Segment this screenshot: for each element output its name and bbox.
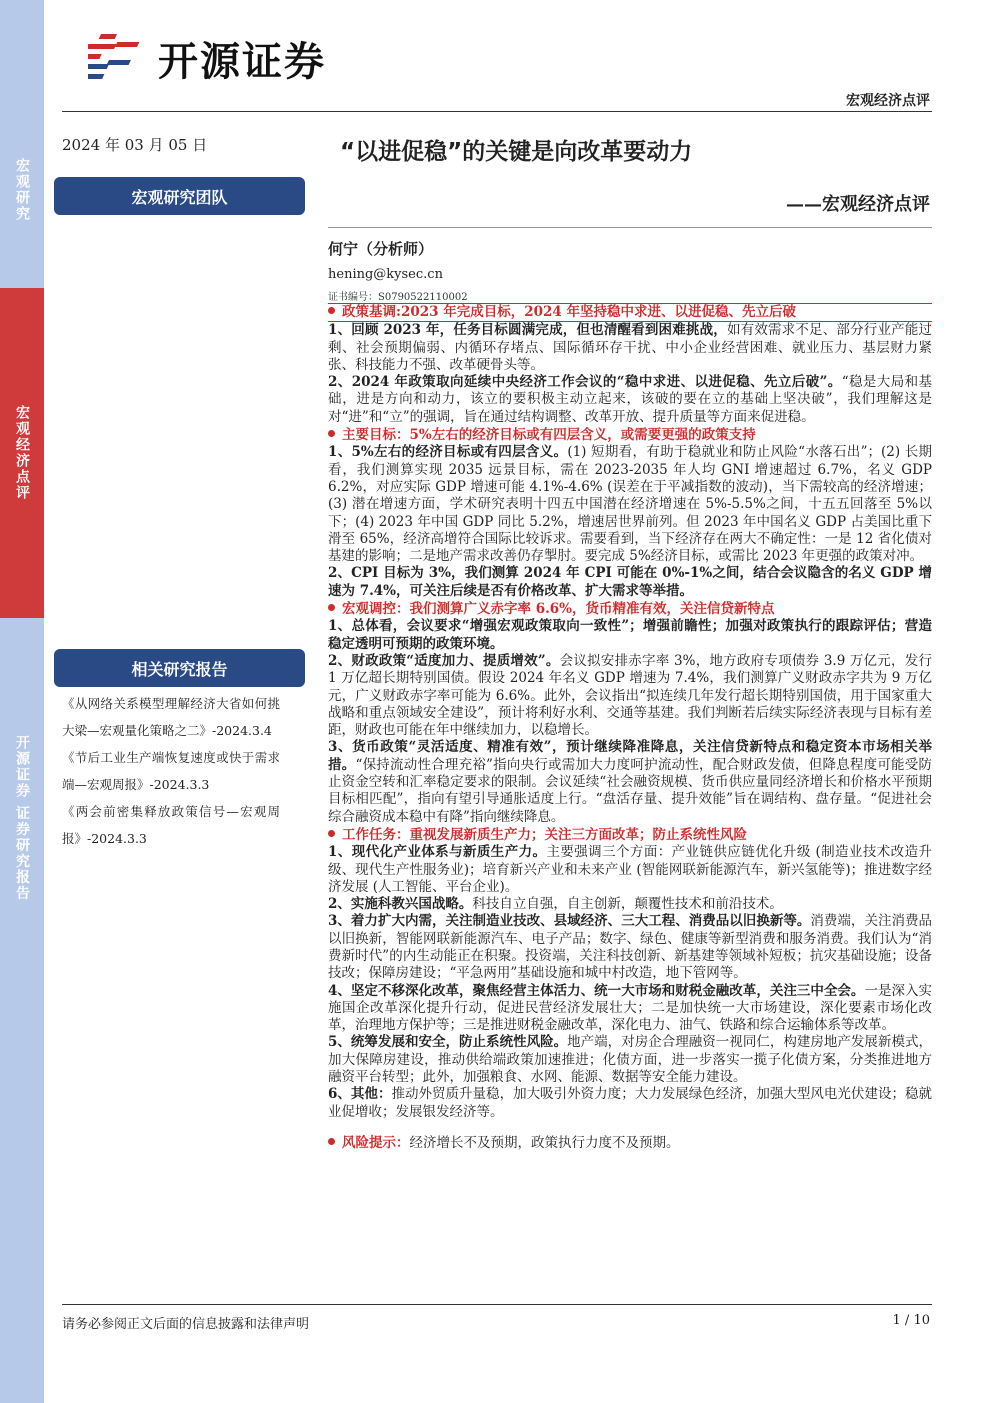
related-report-item[interactable]: 《从网络关系模型理解经济大省如何挑大梁—宏观量化策略之二》-2024.3.4 xyxy=(62,696,280,738)
section-heading: 主要目标：5%左右的经济目标或有四层含义，或需要更强的政策支持 xyxy=(328,427,932,444)
paragraph: 2、实施科教兴国战略。科技自立自强，自主创新，颠覆性技术和前沿技术。 xyxy=(328,896,783,913)
main-content xyxy=(328,302,932,1152)
page-number: 1 / 10 xyxy=(892,1313,930,1328)
logo-mark-icon xyxy=(88,32,150,86)
footer-divider xyxy=(62,1304,932,1305)
header-divider xyxy=(62,111,932,112)
report-category: 宏观经济点评 xyxy=(846,93,930,109)
paragraph: 5、统筹发展和安全，防止系统性风险。地产端，对房企合理融资一视同仁，构建房地产发展新模式，加大保障房建设，推动供给端政策加速推进；化债方面，进一步落实一揽子化债方案，分类推进地方融资平台转型；此外，加强粮食、水网、能源、数据等安全能力建设。 xyxy=(328,1034,932,1086)
paragraph: 1、总体看，会议要求“增强宏观政策取向一致性”；增强前瞻性；加强对政策执行的跟踪评估；营造稳定透明可预期的政策环境。 xyxy=(328,618,932,652)
brand-name: 开源证券 xyxy=(158,39,326,85)
paragraph: 1、现代化产业体系与新质生产力。主要强调三个方面：产业链供应链优化升级 (制造业技术改造升级、现代生产性服务业)；培育新兴产业和未来产业 (智能网联新能源汽车，新兴氢能等)；推进数字经济发展 (人工智能、平台企业)。 xyxy=(328,844,932,895)
bullet-icon xyxy=(328,430,335,437)
paragraph: 4、坚定不移深化改革，聚焦经营主体活力、统一大市场和财税金融改革，关注三中全会。一是深入实施国企改革深化提升行动，促进民营经济发展壮大；二是加快统一大市场建设，深化要素市场化改革，治理地方保护等；三是推进财税金融改革，深化电力、油气、铁路和综合运输体系等改革。 xyxy=(328,982,932,1034)
section-heading: 政策基调:2023 年完成目标，2024 年坚持稳中求进、以进促稳、先立后破 xyxy=(328,303,932,322)
report-subtitle: ——宏观经济点评 xyxy=(786,194,930,215)
section-heading: 工作任务：重视发展新质生产力；关注三方面改革；防止系统性风险 xyxy=(328,827,932,844)
bullet-icon xyxy=(328,1138,335,1145)
analyst-info xyxy=(328,238,468,303)
analyst-email[interactable]: hening@kysec.cn xyxy=(328,267,443,282)
related-reports-list xyxy=(62,690,280,852)
report-date: 2024 年 03 月 05 日 xyxy=(62,136,208,154)
paragraph: 3、货币政策“灵活适度、精准有效”，预计继续降准降息，关注信贷新特点和稳定资本市场相关举措。“保持流动性合理充裕”指向央行或需加大力度呵护流动性，配合财政发债，但降息程度可能受防止资金空转和汇率稳定要求的限制。会议延续“社会融资规模、货币供应量同经济增长和价格水平预期目标相匹配”，指向有望引导通胀适度上行。“盘活存量、提升效能”旨在调结构、盘存量。“促进社会综合融资成本稳中有降”指向继续降息。 xyxy=(328,739,933,825)
related-reports-box: 相关研究报告 xyxy=(54,649,305,687)
paragraph: 2、CPI 目标为 3%，我们测算 2024 年 CPI 可能在 0%-1%之间，结合会议隐含的名义 GDP 增速为 7.4%，可关注后续是否有价格改革、扩大需求等举措。 xyxy=(328,565,932,599)
risk-warning: 风险提示：经济增长不及预期，政策执行力度不及预期。 xyxy=(328,1135,932,1152)
footer-disclaimer: 请务必参阅正文后面的信息披露和法律声明 xyxy=(62,1317,310,1332)
sidebar-label-company: 开源证券 证券研究报告 xyxy=(0,688,44,948)
bullet-icon xyxy=(328,307,335,314)
sidebar-label-macro-research: 宏观研究 xyxy=(0,100,44,280)
bullet-icon xyxy=(328,604,335,611)
paragraph: 2、2024 年政策取向延续中央经济工作会议的“稳中求进、以进促稳、先立后破”。“稳是大局和基础，进是方向和动力，该立的要积极主动立起来，该破的要在立的基础上坚决破”，我们理解这是对“进”和“立”的强调，旨在通过结构调整、改革开放、提升质量等方面来促进稳。 xyxy=(328,374,933,425)
paragraph: 1、回顾 2023 年，任务目标圆满完成，但也清醒看到困难挑战，如有效需求不足、部分行业产能过剩、社会预期偏弱、内循环存堵点、国际循环存干扰、中小企业经营困难、就业压力、基层财力紧张、科技能力不强、改革硬骨头等。 xyxy=(328,322,932,373)
report-title: “以进促稳”的关键是向改革要动力 xyxy=(340,139,693,165)
paragraph: 6、其他：推动外贸质升量稳，加大吸引外资力度；大力发展绿色经济，加强大型风电光伏建设；稳就业促增收；发展银发经济等。 xyxy=(328,1086,932,1120)
paragraph: 3、着力扩大内需，关注制造业技改、县域经济、三大工程、消费品以旧换新等。消费端，关注消费品以旧换新，智能网联新能源汽车、电子产品；数字、绿色、健康等新型消费和服务消费。我们认为“消费新时代”的内生动能正在积聚。投资端，关注科技创新、新基建等领域补短板；抗灾基础设施；设备技改；保障房建设；“平急两用”基础设施和城中村改造，地下管网等。 xyxy=(328,913,932,982)
title-divider xyxy=(328,227,932,228)
section-heading: 宏观调控：我们测算广义赤字率 6.6%，货币精准有效，关注信贷新特点 xyxy=(328,601,932,618)
brand-logo xyxy=(88,30,326,87)
team-box: 宏观研究团队 xyxy=(54,177,305,215)
related-report-item[interactable]: 《节后工业生产端恢复速度或快于需求端—宏观周报》-2024.3.3 xyxy=(62,750,280,792)
sidebar-label-macro-commentary: 宏观经济点评 xyxy=(0,288,44,618)
paragraph: 1、5%左右的经济目标或有四层含义。(1) 短期看，有助于稳就业和防止风险“水落石出”；(2) 长期看，我们测算实现 2035 远景目标，需在 2023-2035 年人均 GNI 增速超过 6.7%，名义 GDP 6.2%，对应实际 GDP 增速可能 4.1%-4.6% (误差在于平减指数的波动)，当下需较高的经济增速；(3) 潜在增速方面，学术研究表明十四五中国潜在经济增速在 5%-5.5%之间，十五五回落至 5%以下；(4) 2023 年中国 GDP 同比 5.2%，增速居世界前列。但 2023 年中国名义 GDP 占美国比重下滑至 65%，经济高增符合国际比较诉求。需要看到，当下经济存在两大不确定性：一是 12 省化债对基建的影响；二是地产需求改善仍存掣肘。要完成 5%经济目标，或需比 2023 年更强的政策对冲。 xyxy=(328,444,932,565)
analyst-cert: 证书编号：S0790522110002 xyxy=(328,292,468,303)
bullet-icon xyxy=(328,830,335,837)
paragraph: 2、财政政策“适度加力、提质增效”。会议拟安排赤字率 3%，地方政府专项债券 3.9 万亿元，发行 1 万亿超长期特别国债。假设 2024 年名义 GDP 增速为 7.4%，我们测算广义财政赤字共为 9 万亿元，广义财政赤字率可能为 6.6%。此外，会议指出“拟连续几年发行超长期特别国债，用于国家重大战略和重点领域安全建设”，预计将利好水利、交通等基建。我们判断若后续实际经济表现与目标有差距，财政也可能在年中继续加力，以稳增长。 xyxy=(328,652,932,739)
related-report-item[interactable]: 《两会前密集释放政策信号—宏观周报》-2024.3.3 xyxy=(62,804,280,846)
analyst-name: 何宁（分析师） xyxy=(328,240,434,258)
